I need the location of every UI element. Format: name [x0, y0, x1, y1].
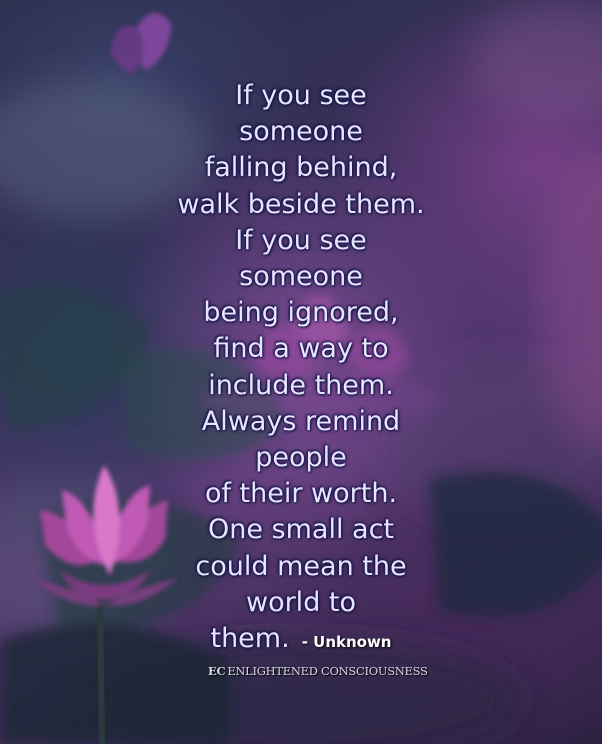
brand-watermark — [208, 664, 428, 678]
quote-attribution: - Unknown — [301, 633, 392, 652]
quote-text — [0, 78, 602, 660]
quote-line: of their worth. — [204, 478, 398, 510]
quote-line: One small act — [207, 514, 395, 546]
quote-line: If you see — [235, 80, 367, 111]
quote-line: walk beside them. — [177, 188, 425, 220]
quote-line: being ignored, — [203, 297, 399, 329]
lotus-flower-top — [110, 13, 172, 75]
quote-line: could mean the — [195, 550, 407, 582]
quote-line: world to — [245, 586, 357, 618]
quote-line: include them. — [208, 369, 394, 401]
brand-name: ENLIGHTENED CONSCIOUSNESS — [227, 664, 428, 678]
quote-line: Always remind — [201, 405, 401, 437]
quote-line: someone — [239, 116, 363, 148]
quote-line: falling behind, — [204, 152, 398, 184]
quote-last-line — [0, 621, 602, 660]
quote-line: people — [255, 442, 347, 474]
quote-line: someone — [239, 261, 363, 293]
quote-line: them. — [210, 623, 290, 655]
quote-line: If you see — [235, 224, 367, 256]
brand-logo-icon: EC — [208, 664, 226, 678]
quote-line: find a way to — [213, 333, 389, 365]
